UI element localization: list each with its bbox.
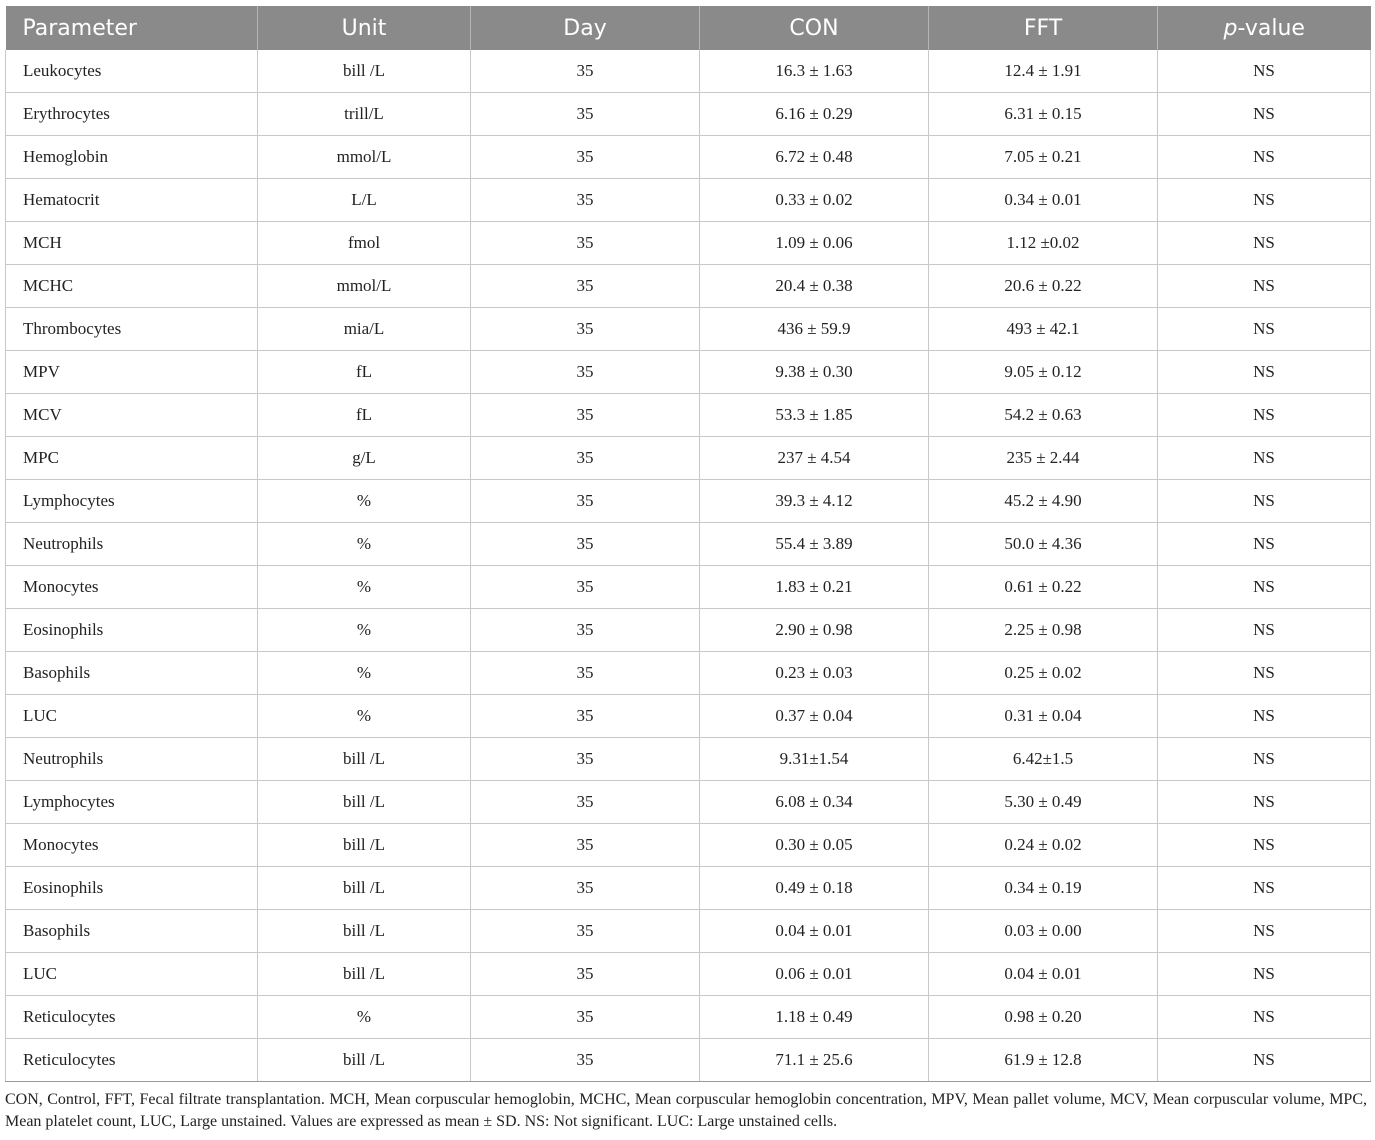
cell-fft: 0.04 ± 0.01 bbox=[929, 953, 1158, 996]
cell-day: 35 bbox=[471, 781, 700, 824]
cell-con: 6.72 ± 0.48 bbox=[700, 136, 929, 179]
table-row bbox=[6, 910, 1371, 953]
table-row bbox=[6, 437, 1371, 480]
table-row bbox=[6, 824, 1371, 867]
cell-parameter: MCH bbox=[6, 222, 258, 265]
header-row bbox=[6, 6, 1371, 50]
cell-unit: L/L bbox=[258, 179, 471, 222]
cell-day: 35 bbox=[471, 394, 700, 437]
cell-p-value: NS bbox=[1158, 179, 1371, 222]
cell-fft: 6.31 ± 0.15 bbox=[929, 93, 1158, 136]
cell-fft: 0.61 ± 0.22 bbox=[929, 566, 1158, 609]
cell-p-value: NS bbox=[1158, 265, 1371, 308]
cell-unit: % bbox=[258, 609, 471, 652]
cell-unit: mmol/L bbox=[258, 136, 471, 179]
table-row bbox=[6, 50, 1371, 93]
table-row bbox=[6, 265, 1371, 308]
cell-fft: 0.24 ± 0.02 bbox=[929, 824, 1158, 867]
cell-unit: mmol/L bbox=[258, 265, 471, 308]
cell-con: 1.18 ± 0.49 bbox=[700, 996, 929, 1039]
table-row bbox=[6, 523, 1371, 566]
cell-day: 35 bbox=[471, 351, 700, 394]
cell-fft: 45.2 ± 4.90 bbox=[929, 480, 1158, 523]
cell-parameter: Lymphocytes bbox=[6, 781, 258, 824]
cell-p-value: NS bbox=[1158, 609, 1371, 652]
cell-parameter: MPC bbox=[6, 437, 258, 480]
cell-unit: trill/L bbox=[258, 93, 471, 136]
cell-fft: 0.98 ± 0.20 bbox=[929, 996, 1158, 1039]
cell-parameter: MCHC bbox=[6, 265, 258, 308]
table-row bbox=[6, 781, 1371, 824]
cell-fft: 0.34 ± 0.19 bbox=[929, 867, 1158, 910]
cell-fft: 235 ± 2.44 bbox=[929, 437, 1158, 480]
cell-fft: 20.6 ± 0.22 bbox=[929, 265, 1158, 308]
cell-fft: 61.9 ± 12.8 bbox=[929, 1039, 1158, 1082]
cell-unit: % bbox=[258, 996, 471, 1039]
table-body bbox=[6, 50, 1371, 1082]
table-row bbox=[6, 308, 1371, 351]
cell-parameter: Reticulocytes bbox=[6, 1039, 258, 1082]
cell-p-value: NS bbox=[1158, 394, 1371, 437]
cell-parameter: Monocytes bbox=[6, 566, 258, 609]
cell-day: 35 bbox=[471, 308, 700, 351]
table-row bbox=[6, 867, 1371, 910]
cell-unit: % bbox=[258, 566, 471, 609]
table-row bbox=[6, 695, 1371, 738]
header-parameter: Parameter bbox=[6, 6, 258, 50]
cell-day: 35 bbox=[471, 50, 700, 93]
header-day: Day bbox=[471, 6, 700, 50]
cell-p-value: NS bbox=[1158, 523, 1371, 566]
cell-day: 35 bbox=[471, 179, 700, 222]
cell-con: 0.33 ± 0.02 bbox=[700, 179, 929, 222]
cell-parameter: Reticulocytes bbox=[6, 996, 258, 1039]
cell-con: 55.4 ± 3.89 bbox=[700, 523, 929, 566]
cell-con: 6.08 ± 0.34 bbox=[700, 781, 929, 824]
cell-p-value: NS bbox=[1158, 824, 1371, 867]
cell-con: 9.38 ± 0.30 bbox=[700, 351, 929, 394]
results-table-container bbox=[5, 6, 1370, 1082]
table-footnote: CON, Control, FFT, Fecal filtrate transplantation. MCH, Mean corpuscular hemoglobin, MCHC, Mean corpuscular hemoglobin concentration, MPV, Mean pallet volume, MCV, Mean corpuscular volume, MPC, Mean platelet count, LUC, Large unstained. Values are expressed as mean ± SD. NS: Not significant. LUC: Large unstained cells. bbox=[5, 1091, 1367, 1130]
cell-fft: 50.0 ± 4.36 bbox=[929, 523, 1158, 566]
cell-fft: 0.34 ± 0.01 bbox=[929, 179, 1158, 222]
cell-day: 35 bbox=[471, 566, 700, 609]
cell-day: 35 bbox=[471, 136, 700, 179]
cell-fft: 54.2 ± 0.63 bbox=[929, 394, 1158, 437]
cell-day: 35 bbox=[471, 867, 700, 910]
cell-day: 35 bbox=[471, 437, 700, 480]
cell-unit: bill /L bbox=[258, 910, 471, 953]
cell-parameter: LUC bbox=[6, 695, 258, 738]
cell-p-value: NS bbox=[1158, 953, 1371, 996]
table-row bbox=[6, 351, 1371, 394]
cell-unit: bill /L bbox=[258, 824, 471, 867]
cell-con: 0.37 ± 0.04 bbox=[700, 695, 929, 738]
cell-fft: 0.03 ± 0.00 bbox=[929, 910, 1158, 953]
cell-day: 35 bbox=[471, 953, 700, 996]
cell-day: 35 bbox=[471, 523, 700, 566]
cell-unit: g/L bbox=[258, 437, 471, 480]
table-row bbox=[6, 480, 1371, 523]
header-unit: Unit bbox=[258, 6, 471, 50]
header-p-italic: p bbox=[1223, 15, 1238, 41]
cell-con: 0.04 ± 0.01 bbox=[700, 910, 929, 953]
cell-unit: % bbox=[258, 480, 471, 523]
cell-day: 35 bbox=[471, 738, 700, 781]
cell-unit: % bbox=[258, 523, 471, 566]
cell-unit: fmol bbox=[258, 222, 471, 265]
cell-con: 6.16 ± 0.29 bbox=[700, 93, 929, 136]
header-p-value bbox=[1158, 6, 1371, 50]
cell-parameter: Neutrophils bbox=[6, 523, 258, 566]
cell-con: 0.49 ± 0.18 bbox=[700, 867, 929, 910]
cell-p-value: NS bbox=[1158, 222, 1371, 265]
cell-p-value: NS bbox=[1158, 910, 1371, 953]
header-con: CON bbox=[700, 6, 929, 50]
cell-unit: mia/L bbox=[258, 308, 471, 351]
cell-parameter: Basophils bbox=[6, 652, 258, 695]
cell-p-value: NS bbox=[1158, 652, 1371, 695]
cell-con: 16.3 ± 1.63 bbox=[700, 50, 929, 93]
table-row bbox=[6, 953, 1371, 996]
cell-day: 35 bbox=[471, 824, 700, 867]
cell-p-value: NS bbox=[1158, 351, 1371, 394]
cell-parameter: Basophils bbox=[6, 910, 258, 953]
cell-p-value: NS bbox=[1158, 480, 1371, 523]
cell-con: 9.31±1.54 bbox=[700, 738, 929, 781]
cell-day: 35 bbox=[471, 609, 700, 652]
cell-p-value: NS bbox=[1158, 996, 1371, 1039]
cell-day: 35 bbox=[471, 996, 700, 1039]
cell-con: 237 ± 4.54 bbox=[700, 437, 929, 480]
table-row bbox=[6, 652, 1371, 695]
cell-con: 0.23 ± 0.03 bbox=[700, 652, 929, 695]
cell-con: 39.3 ± 4.12 bbox=[700, 480, 929, 523]
cell-p-value: NS bbox=[1158, 867, 1371, 910]
cell-con: 2.90 ± 0.98 bbox=[700, 609, 929, 652]
cell-con: 1.83 ± 0.21 bbox=[700, 566, 929, 609]
cell-p-value: NS bbox=[1158, 136, 1371, 179]
cell-con: 436 ± 59.9 bbox=[700, 308, 929, 351]
cell-parameter: MPV bbox=[6, 351, 258, 394]
table-row bbox=[6, 609, 1371, 652]
cell-fft: 1.12 ±0.02 bbox=[929, 222, 1158, 265]
table-row bbox=[6, 738, 1371, 781]
cell-con: 53.3 ± 1.85 bbox=[700, 394, 929, 437]
table-row bbox=[6, 1039, 1371, 1082]
cell-fft: 0.25 ± 0.02 bbox=[929, 652, 1158, 695]
cell-fft: 9.05 ± 0.12 bbox=[929, 351, 1158, 394]
cell-unit: bill /L bbox=[258, 50, 471, 93]
cell-parameter: MCV bbox=[6, 394, 258, 437]
cell-p-value: NS bbox=[1158, 738, 1371, 781]
cell-parameter: Hemoglobin bbox=[6, 136, 258, 179]
cell-unit: bill /L bbox=[258, 1039, 471, 1082]
cell-fft: 0.31 ± 0.04 bbox=[929, 695, 1158, 738]
cell-fft: 6.42±1.5 bbox=[929, 738, 1158, 781]
cell-parameter: Leukocytes bbox=[6, 50, 258, 93]
cell-day: 35 bbox=[471, 222, 700, 265]
cell-p-value: NS bbox=[1158, 437, 1371, 480]
cell-fft: 5.30 ± 0.49 bbox=[929, 781, 1158, 824]
table-row bbox=[6, 93, 1371, 136]
cell-unit: % bbox=[258, 652, 471, 695]
cell-parameter: Monocytes bbox=[6, 824, 258, 867]
table-row bbox=[6, 566, 1371, 609]
cell-day: 35 bbox=[471, 695, 700, 738]
header-p-suffix: -value bbox=[1237, 15, 1305, 41]
cell-fft: 12.4 ± 1.91 bbox=[929, 50, 1158, 93]
cell-parameter: Neutrophils bbox=[6, 738, 258, 781]
cell-fft: 7.05 ± 0.21 bbox=[929, 136, 1158, 179]
cell-day: 35 bbox=[471, 910, 700, 953]
cell-parameter: LUC bbox=[6, 953, 258, 996]
cell-parameter: Eosinophils bbox=[6, 867, 258, 910]
table-row bbox=[6, 179, 1371, 222]
cell-parameter: Eosinophils bbox=[6, 609, 258, 652]
cell-unit: bill /L bbox=[258, 738, 471, 781]
table-row bbox=[6, 996, 1371, 1039]
cell-unit: fL bbox=[258, 351, 471, 394]
cell-con: 0.30 ± 0.05 bbox=[700, 824, 929, 867]
cell-con: 1.09 ± 0.06 bbox=[700, 222, 929, 265]
cell-fft: 2.25 ± 0.98 bbox=[929, 609, 1158, 652]
cell-p-value: NS bbox=[1158, 566, 1371, 609]
cell-unit: bill /L bbox=[258, 953, 471, 996]
cell-unit: % bbox=[258, 695, 471, 738]
table-header bbox=[6, 6, 1371, 50]
cell-parameter: Hematocrit bbox=[6, 179, 258, 222]
cell-con: 0.06 ± 0.01 bbox=[700, 953, 929, 996]
cell-parameter: Thrombocytes bbox=[6, 308, 258, 351]
cell-unit: fL bbox=[258, 394, 471, 437]
cell-unit: bill /L bbox=[258, 781, 471, 824]
table-row bbox=[6, 394, 1371, 437]
cell-parameter: Lymphocytes bbox=[6, 480, 258, 523]
cell-unit: bill /L bbox=[258, 867, 471, 910]
cell-day: 35 bbox=[471, 93, 700, 136]
cell-parameter: Erythrocytes bbox=[6, 93, 258, 136]
cell-p-value: NS bbox=[1158, 93, 1371, 136]
header-fft: FFT bbox=[929, 6, 1158, 50]
hematology-table bbox=[5, 6, 1371, 1082]
cell-day: 35 bbox=[471, 265, 700, 308]
cell-p-value: NS bbox=[1158, 308, 1371, 351]
cell-p-value: NS bbox=[1158, 781, 1371, 824]
cell-day: 35 bbox=[471, 652, 700, 695]
cell-p-value: NS bbox=[1158, 695, 1371, 738]
cell-p-value: NS bbox=[1158, 1039, 1371, 1082]
cell-p-value: NS bbox=[1158, 50, 1371, 93]
cell-fft: 493 ± 42.1 bbox=[929, 308, 1158, 351]
cell-con: 20.4 ± 0.38 bbox=[700, 265, 929, 308]
table-row bbox=[6, 136, 1371, 179]
table-row bbox=[6, 222, 1371, 265]
cell-con: 71.1 ± 25.6 bbox=[700, 1039, 929, 1082]
cell-day: 35 bbox=[471, 1039, 700, 1082]
cell-day: 35 bbox=[471, 480, 700, 523]
